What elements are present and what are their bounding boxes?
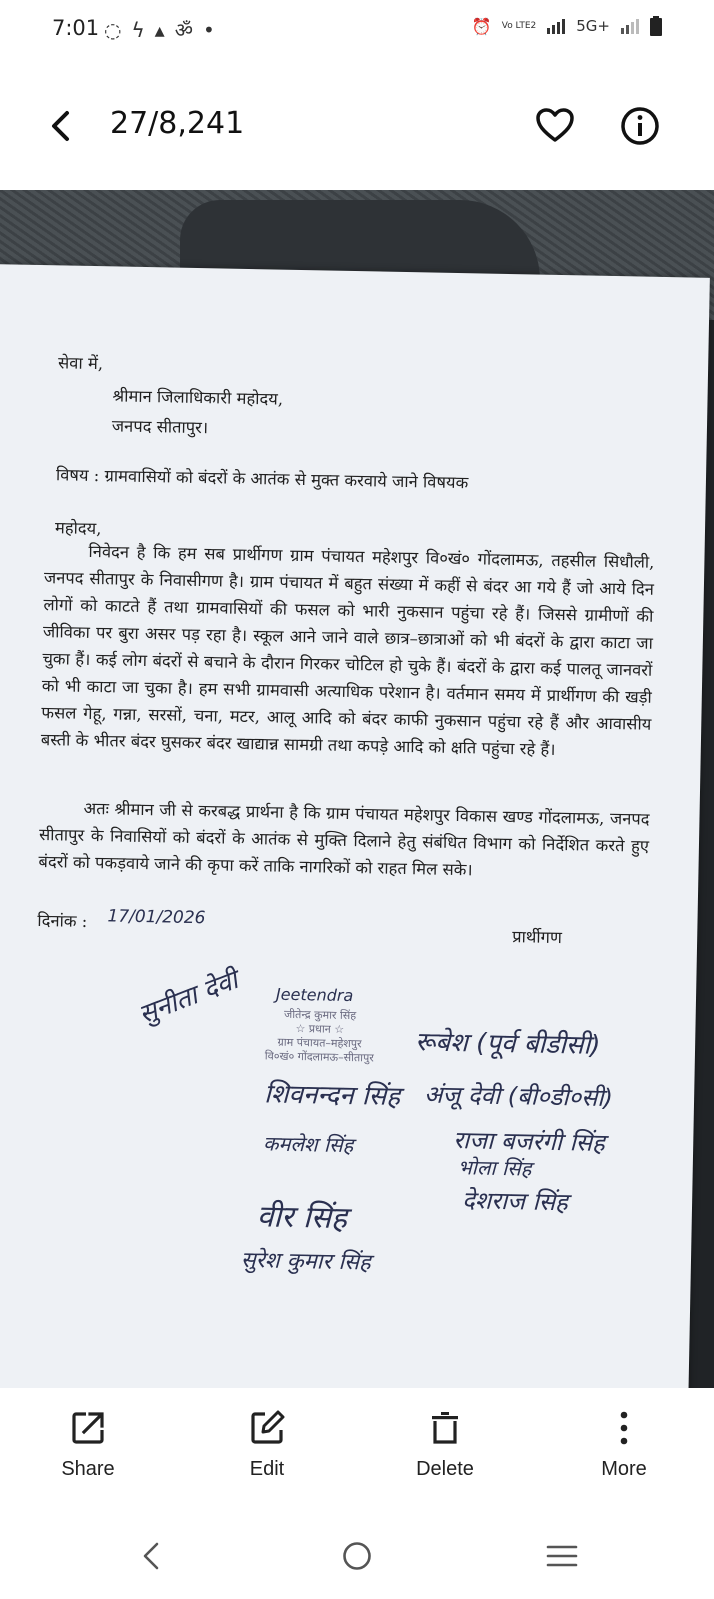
alarm-icon: ⏰ (471, 16, 492, 36)
home-nav-icon[interactable] (337, 1536, 377, 1576)
signal-icon (546, 18, 566, 34)
dot-icon: • (202, 17, 215, 42)
signal-2-icon (620, 18, 640, 34)
trash-icon (427, 1410, 463, 1446)
share-label: Share (61, 1458, 115, 1480)
delete-button[interactable] (385, 1410, 505, 1481)
share-button[interactable] (28, 1410, 148, 1481)
edit-label: Edit (249, 1458, 285, 1480)
info-icon[interactable] (620, 106, 660, 146)
photo-viewer[interactable] (0, 190, 714, 1388)
stamp-line-2: ☆ प्रधान ☆ (295, 1022, 345, 1036)
status-time: 7:01 (52, 16, 100, 40)
more-vertical-icon (606, 1410, 642, 1446)
delete-label: Delete (416, 1458, 474, 1480)
date-label: दिनांक : (37, 911, 88, 931)
signature: वीर सिंह (256, 1199, 348, 1237)
action-bar (0, 1410, 714, 1490)
signature: रूबेश (पूर्व बीडीसी) (414, 1027, 601, 1061)
edit-icon (249, 1410, 285, 1446)
date-value: 17/01/2026 (107, 906, 206, 929)
recents-nav-icon[interactable] (542, 1536, 582, 1576)
status-bar (0, 0, 714, 62)
back-arrow-icon[interactable] (46, 108, 76, 144)
battery-icon (650, 16, 662, 36)
signature: भोला सिंह (457, 1155, 532, 1181)
network-type: 5G+ (576, 17, 610, 35)
edit-button[interactable] (207, 1410, 327, 1481)
share-icon (70, 1410, 106, 1446)
favorite-heart-icon[interactable] (535, 106, 575, 146)
signature: सुनीता देवी (134, 965, 243, 1031)
signature: Jeetendra (275, 984, 354, 1006)
notification-icon: ▴ (154, 17, 165, 42)
paragraph-2: अतः श्रीमान जी से करबद्ध प्रार्थना है कि ग्राम पंचायत महेशपुर विकास खण्ड गोंदलामऊ, जनपद सीतापुर के निवासियों को बंदरों के आतंक से मुक्ति दिलाने हेतु संबंधित विभाग को निर्देशित करते हुए बंदरों को पकड़वाये जाने की कृपा करें ताकि नागरिकों को राहत मिल सके। (38, 798, 650, 880)
viewer-top-bar (0, 90, 714, 160)
subject: विषय : ग्रामवासियों को बंदरों के आतंक से मुक्त करवाये जाने विषयक (55, 465, 469, 493)
image-counter: 27/8,241 (110, 106, 245, 141)
signature: राजा बजरंगी सिंह (452, 1126, 606, 1157)
signature: शिवनन्दन सिंह (263, 1079, 401, 1113)
stamp-line-1: जीतेन्द्र कुमार सिंह (283, 1007, 357, 1023)
pradhan-stamp (265, 1007, 375, 1065)
stamp-line-4: वि०खं० गोंदलामऊ–सीतापुर (264, 1049, 374, 1065)
more-button[interactable] (564, 1410, 684, 1481)
addressee-line-1: श्रीमान जिलाधिकारी महोदय, (112, 386, 284, 409)
addressee-line-2: जनपद सीतापुर। (111, 416, 209, 438)
system-nav-bar (0, 1530, 714, 1580)
om-icon: ॐ (174, 18, 193, 42)
signatory-label: प्रार्थीगण (512, 927, 563, 948)
more-label: More (601, 1458, 647, 1480)
volte-indicator: Vo LTE2 (501, 20, 537, 31)
signature: सुरेश कुमार सिंह (240, 1248, 371, 1276)
letter-paper (0, 264, 710, 1388)
whatsapp-icon: ◌ (104, 17, 122, 42)
stamp-line-3: ग्राम पंचायत–महेशपुर (277, 1035, 362, 1051)
paragraph-1: निवेदन है कि हम सब प्रार्थीगण ग्राम पंचायत महेशपुर वि०खं० गोंदलामऊ, तहसील सिधौली, जनपद सीतापुर के निवासीगण है। ग्राम पंचायत में बहुत संख्या में कहीं से बंदर आ गये हैं जो आये दिन लोगों को काटते हैं तथा ग्रामवासियों की फसल को भारी नुकसान पहुंचा रहे हैं। जिससे ग्रामीणों की जीविका पर बुरा असर पड़ रहा है। स्कूल आने जाने वाले छात्र–छात्राओं को भी बंदरों के द्वारा काटा जा चुका हैं। कई लोग बंदरों से बचाने के दौरान गिरकर चोटिल हो चुके हैं। बंदरों के द्वारा कई पालतू जानवरों को भी काटा जा चुका है। हम सभी ग्रामवासी अत्याधिक परेशान है। वर्तमान समय में प्रार्थीगण की खड़ी फसल गेहू, गन्ना, सरसों, चना, मटर, आलू आदि को बंदर काफी नुकसान पहुंचा रहे हैं और आवासीय बस्ती के भीतर बंदर घुसकर बंदर खाद्यान्न सामग्री तथा कपड़े आदि को क्षति पहुंचा रहे हैं। (40, 541, 655, 759)
signature: देशराज सिंह (461, 1186, 569, 1217)
bolt-icon: ϟ (131, 17, 145, 42)
greeting: महोदय, (54, 518, 102, 539)
salutation: सेवा में, (57, 353, 104, 374)
signature: अंजू देवी (बी०डी०सी) (423, 1080, 614, 1113)
back-nav-icon[interactable] (132, 1536, 172, 1576)
signature: कमलेश सिंह (262, 1131, 354, 1158)
